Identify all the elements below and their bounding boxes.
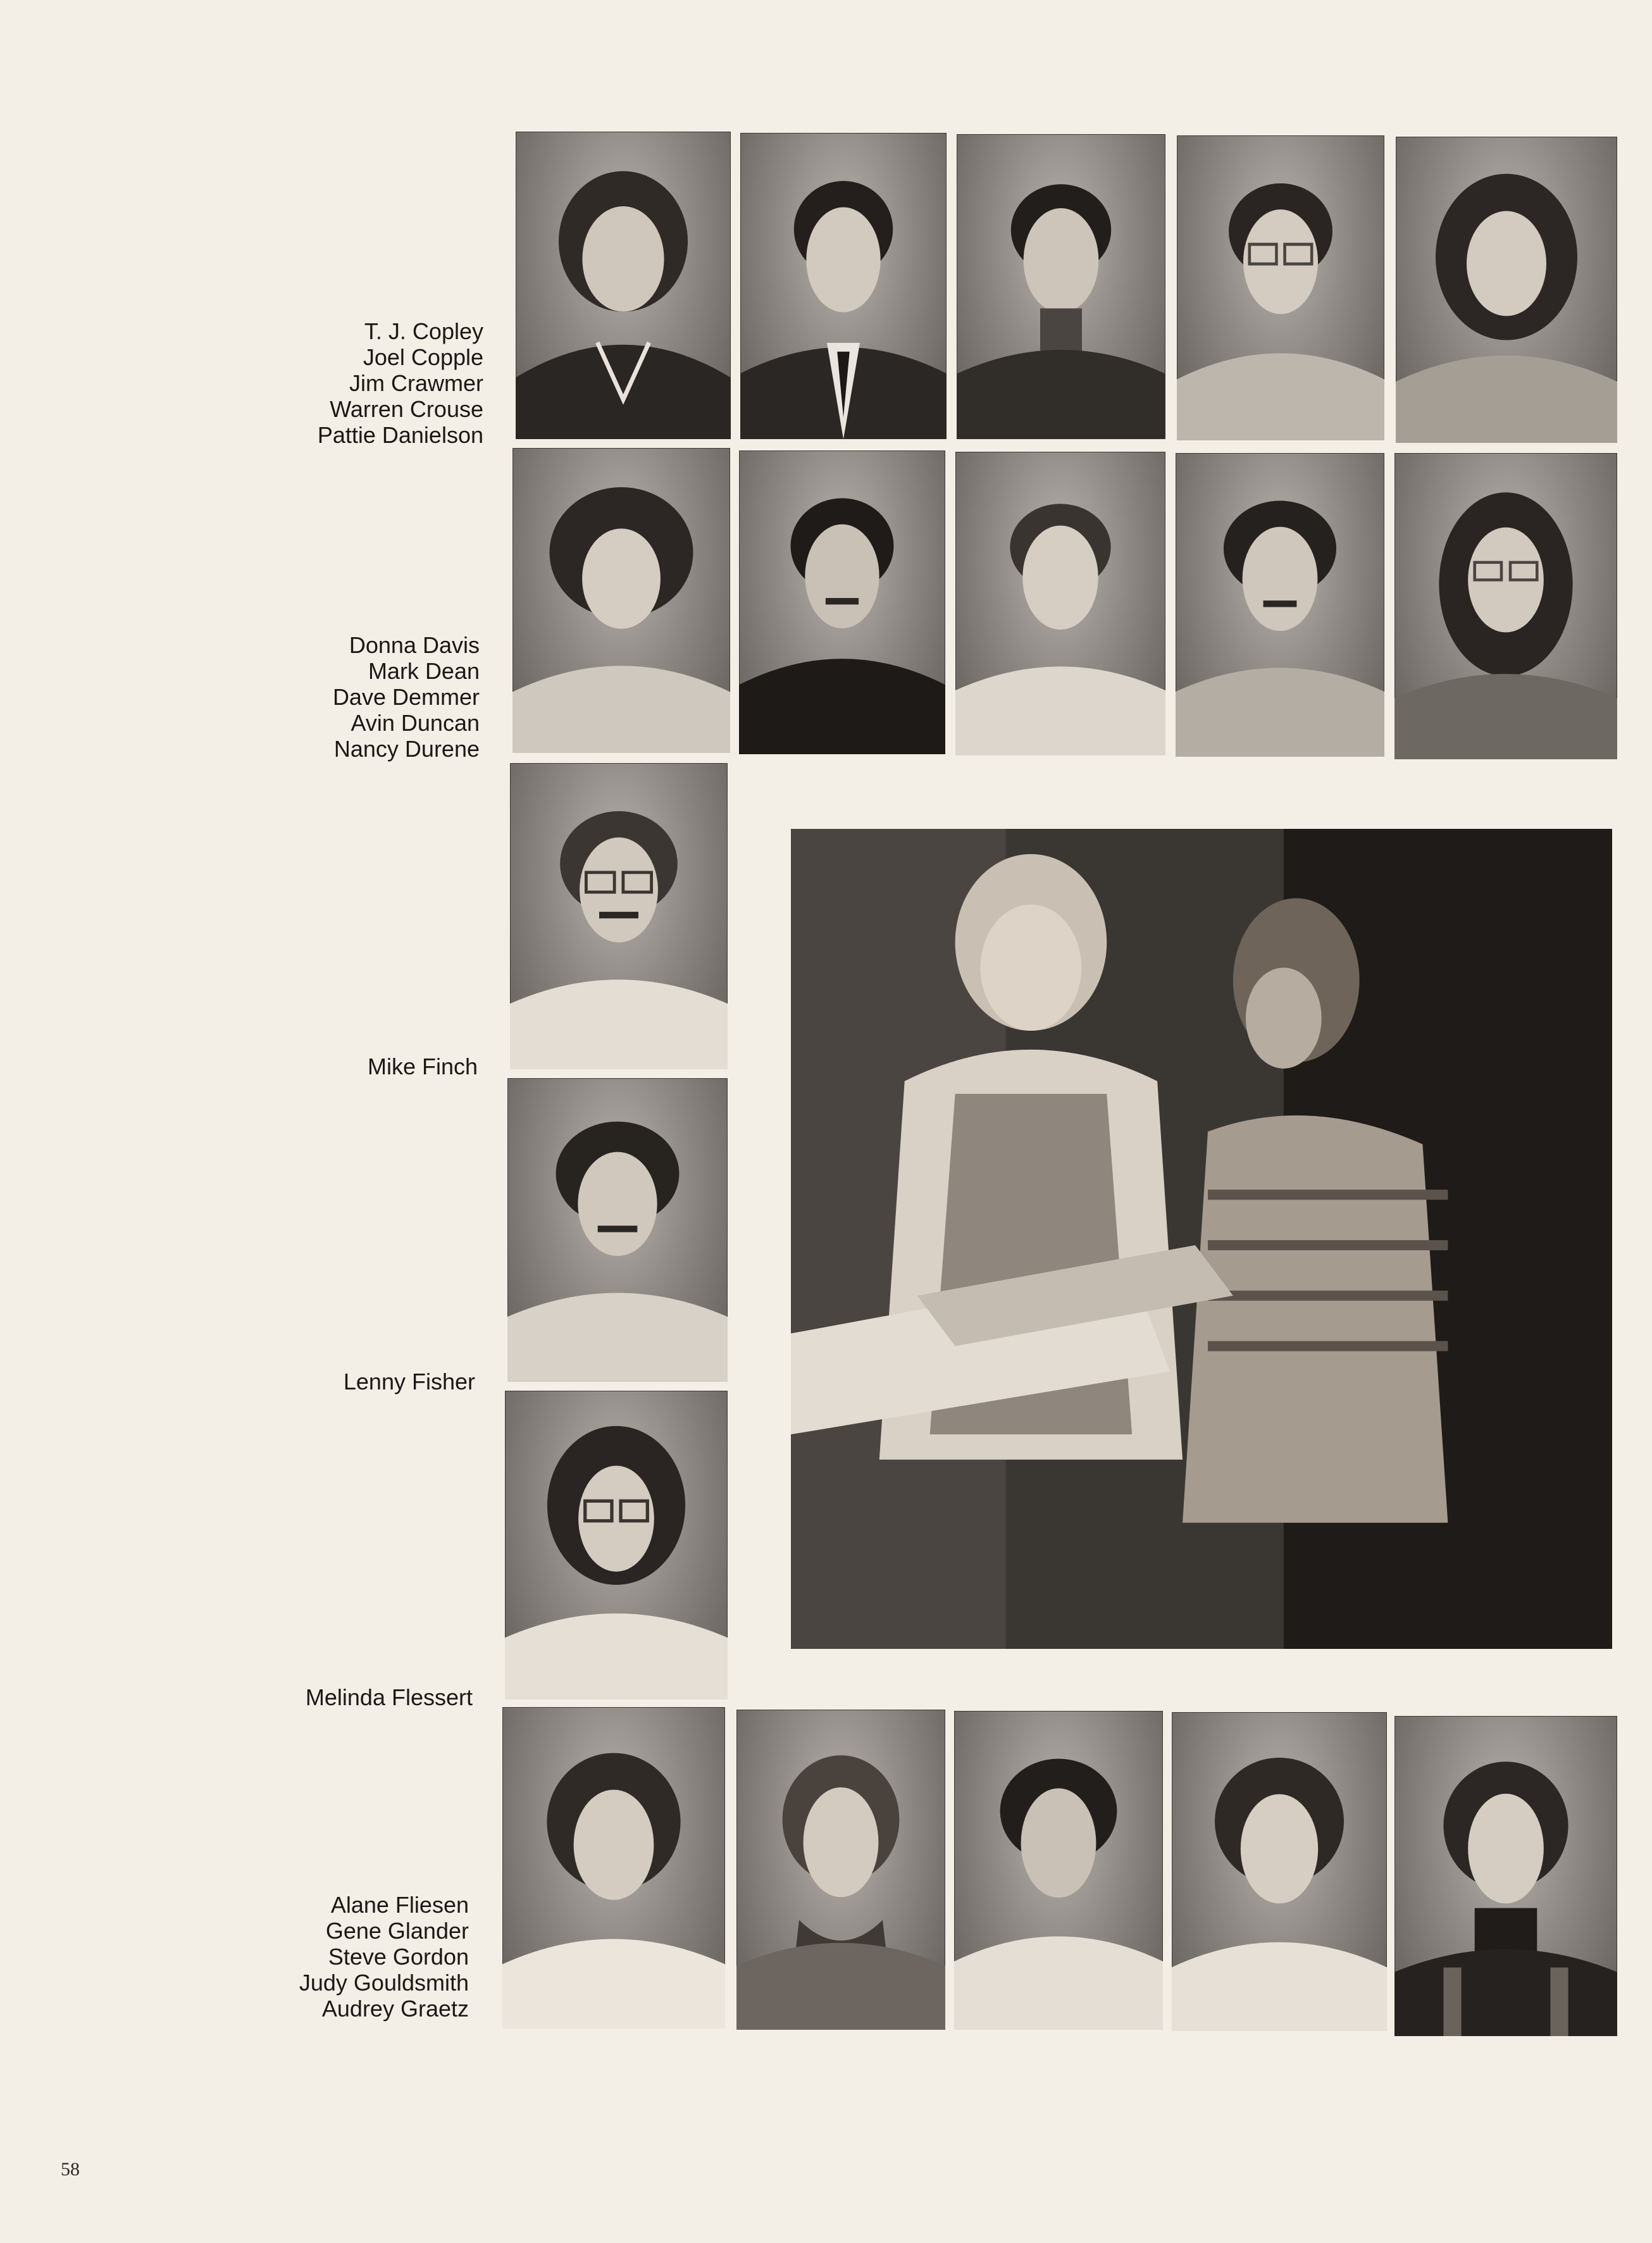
portrait-photo — [954, 1711, 1163, 2030]
student-name: Donna Davis — [349, 632, 480, 658]
portrait-photo — [507, 1078, 728, 1382]
portrait-photo — [1172, 1712, 1387, 2031]
name-list-row-2 — [333, 632, 480, 762]
portrait-photo — [1394, 1716, 1617, 2036]
student-name: Gene Glander — [325, 1918, 469, 1944]
student-name: Lenny Fisher — [343, 1369, 475, 1395]
portrait-photo — [955, 452, 1165, 755]
portrait-photo — [512, 448, 730, 753]
portrait-photo — [510, 763, 728, 1069]
portrait-photo — [1177, 135, 1384, 440]
name-label — [344, 1369, 475, 1395]
student-name: Audrey Graetz — [321, 1996, 469, 2022]
student-name: Steve Gordon — [328, 1944, 469, 1970]
name-list-row-3 — [299, 1892, 469, 2022]
portrait-photo — [736, 1710, 945, 2030]
student-name: Alane Fliesen — [330, 1892, 469, 1918]
student-name: Mark Dean — [368, 658, 480, 684]
name-label — [368, 1053, 478, 1079]
portrait-photo — [516, 132, 731, 439]
student-name: Judy Gouldsmith — [299, 1970, 469, 1996]
student-name: Avin Duncan — [351, 710, 480, 736]
portrait-photo — [1396, 137, 1617, 443]
portrait-photo — [505, 1391, 728, 1699]
name-list-row-1 — [318, 318, 483, 448]
portrait-photo — [740, 133, 947, 439]
name-label — [306, 1684, 473, 1710]
student-name: T. J. Copley — [364, 318, 483, 344]
candid-photo — [791, 829, 1612, 1649]
portrait-photo — [502, 1707, 725, 2029]
student-name: Joel Copple — [363, 344, 483, 370]
student-name: Pattie Danielson — [317, 422, 483, 448]
student-name: Mike Finch — [367, 1053, 478, 1079]
page-number: 58 — [61, 2159, 80, 2180]
student-name: Warren Crouse — [330, 396, 483, 422]
portrait-photo — [957, 134, 1165, 439]
portrait-photo — [1176, 453, 1384, 757]
student-name: Melinda Flessert — [305, 1684, 473, 1710]
student-name: Dave Demmer — [332, 684, 480, 710]
portrait-photo — [1394, 453, 1617, 759]
student-name: Jim Crawmer — [349, 370, 483, 396]
student-name: Nancy Durene — [333, 736, 480, 762]
portrait-photo — [739, 450, 945, 754]
